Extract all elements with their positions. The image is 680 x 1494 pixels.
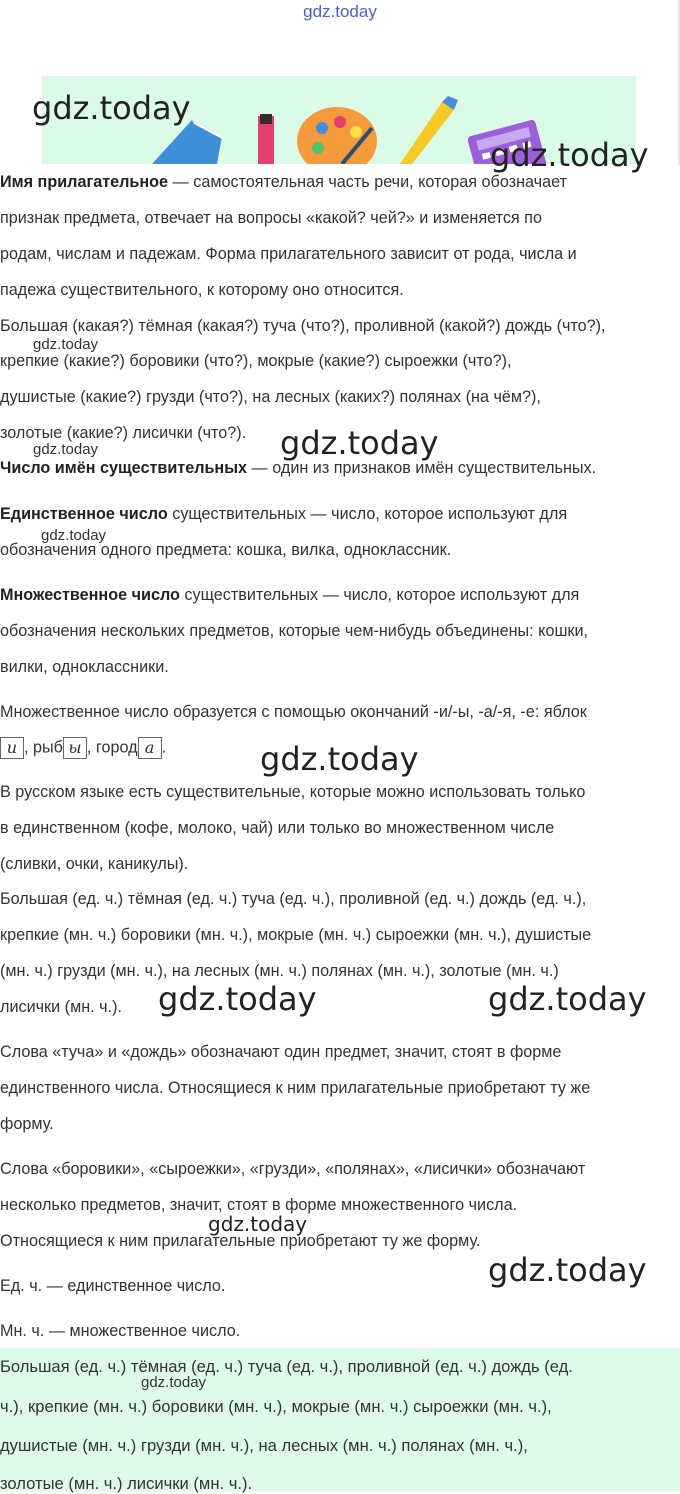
definition-number-line: Число имён существительных — один из признаков имён существительных. (0, 459, 597, 477)
example-line: лисички (мн. ч.). (0, 998, 122, 1016)
example-line: крепкие (какие?) боровики (что?), мокрые (какие?) сыроежки (что?), (0, 352, 512, 370)
text-line: признак предмета, отвечает на вопросы «какой? чей?» и изменяется по (0, 209, 542, 227)
answer-line: золотые (мн. ч.) лисички (мн. ч.). (0, 1474, 253, 1493)
example-line: золотые (какие?) лисички (что?). (0, 424, 247, 442)
watermark: gdz.today (490, 136, 649, 174)
text-line: (сливки, очки, каникулы). (0, 855, 189, 873)
watermark: gdz.today (488, 980, 647, 1018)
term-adjective: Имя прилагательное (0, 173, 169, 191)
text-line: Относящиеся к ним прилагательные приобретают ту же форму. (0, 1232, 481, 1250)
text-line: Множественное число образуется с помощью окончаний -и/-ы, -а/-я, -е: яблок (0, 703, 587, 721)
ending-box: а (138, 737, 162, 759)
answer-line: ч.), крепкие (мн. ч.) боровики (мн. ч.), мокрые (мн. ч.) сыроежки (мн. ч.), (0, 1397, 552, 1416)
abbr-singular: Ед. ч. — единственное число. (0, 1277, 226, 1295)
example-line: Большая (какая?) тёмная (какая?) туча (что?), проливной (какой?) дождь (что?), (0, 317, 606, 335)
example-line: душистые (какие?) грузди (что?), на лесных (каких?) полянах (на чём?), (0, 388, 541, 406)
definition-adjective-line: Имя прилагательное — самостоятельная часть речи, которая обозначает (0, 173, 567, 191)
answer-line: душистые (мн. ч.) грузди (мн. ч.), на лесных (мн. ч.) полянах (мн. ч.), (0, 1436, 528, 1455)
watermark: gdz.today (260, 740, 419, 778)
text-line: в единственном (кофе, молоко, чай) или только во множественном числе (0, 819, 555, 837)
text-line: Слова «боровики», «сыроежки», «грузди», «полянах», «лисички» обозначают (0, 1160, 586, 1178)
term-singular: Единственное число (0, 505, 168, 523)
watermark: gdz.today (208, 1212, 308, 1236)
watermark: gdz.today (280, 424, 439, 462)
term-plural: Множественное число (0, 586, 180, 604)
watermark: gdz.today (33, 441, 99, 458)
watermark-top: gdz.today (303, 2, 377, 21)
text-line: вилки, одноклассники. (0, 658, 169, 676)
text-line: обозначения нескольких предметов, которые чем-нибудь объединены: кошки, (0, 622, 589, 640)
text-line: несколько предметов, значит, стоят в форме множественного числа. (0, 1196, 518, 1214)
text-line: обозначения одного предмета: кошка, вилка, одноклассник. (0, 541, 452, 559)
example-line: крепкие (мн. ч.) боровики (мн. ч.), мокрые (мн. ч.) сыроежки (мн. ч.), душистые (0, 926, 592, 944)
watermark: gdz.today (33, 336, 99, 353)
example-line: Большая (ед. ч.) тёмная (ед. ч.) туча (ед. ч.), проливной (ед. ч.) дождь (ед. ч.), (0, 890, 587, 908)
text-line: единственного числа. Относящиеся к ним прилагательные приобретают ту же (0, 1079, 591, 1097)
answer-line: Большая (ед. ч.) тёмная (ед. ч.) туча (ед. ч.), проливной (ед. ч.) дождь (ед. (0, 1357, 573, 1376)
watermark: gdz.today (158, 980, 317, 1018)
abbr-plural: Мн. ч. — множественное число. (0, 1322, 241, 1340)
watermark: gdz.today (41, 527, 107, 544)
ending-box: ы (63, 737, 87, 759)
example-line: (мн. ч.) грузди (мн. ч.), на лесных (мн. ч.) полянах (мн. ч.), золотые (мн. ч.) (0, 962, 559, 980)
definition-plural-line: Множественное число существительных — число, которое используют для (0, 586, 580, 604)
watermark: gdz.today (488, 1251, 647, 1289)
term-number: Число имён существительных (0, 459, 248, 477)
endings-line: и , рыб ы , город а . (0, 737, 166, 759)
text-line: форму. (0, 1115, 54, 1133)
watermark: gdz.today (32, 89, 191, 127)
text-line: падежа существительного, к которому оно относится. (0, 281, 404, 299)
text-line: В русском языке есть существительные, которые можно использовать только (0, 783, 586, 801)
text-line: Слова «туча» и «дождь» обозначают один предмет, значит, стоят в форме (0, 1043, 562, 1061)
watermark: gdz.today (141, 1374, 207, 1391)
text-line: родам, числам и падежам. Форма прилагательного зависит от рода, числа и (0, 245, 577, 263)
pencil-icon (400, 102, 454, 164)
definition-singular-line: Единственное число существительных — число, которое используют для (0, 505, 568, 523)
ending-box: и (0, 737, 24, 759)
